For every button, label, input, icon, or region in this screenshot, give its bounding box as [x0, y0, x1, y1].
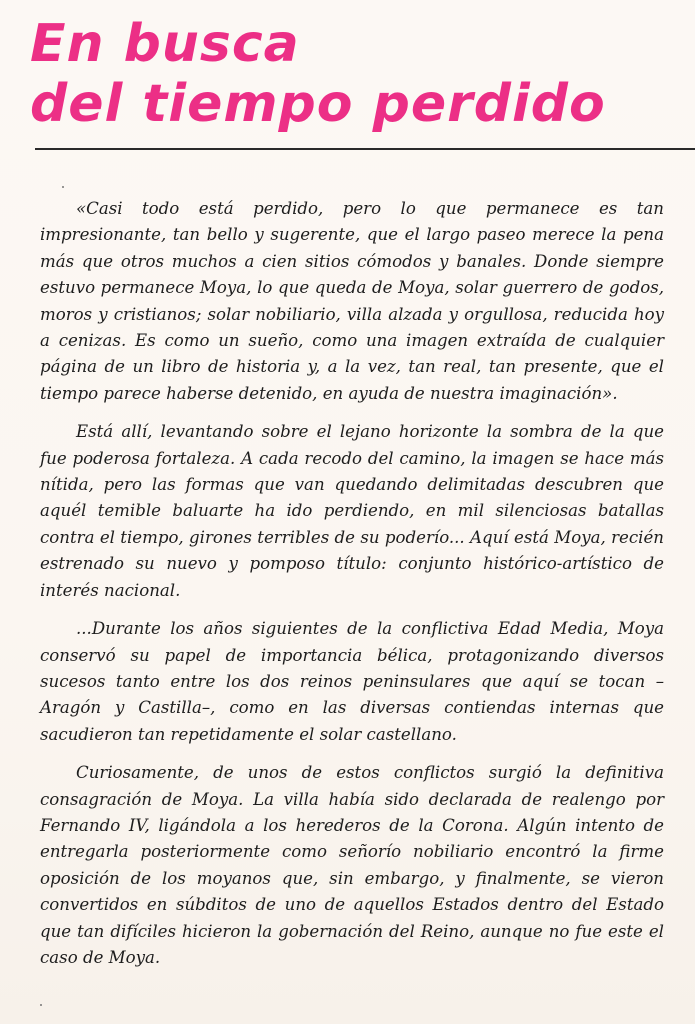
page-title — [30, 14, 680, 134]
paragraph-3: ...Durante los años siguientes de la conflictiva Edad Media, Moya conservó su papel de importancia bélica, protagonizando diversos sucesos tanto entre los dos reinos peninsulares que aquí se tocan –Aragón y Castilla–, como en las diversas contiendas internas que sacudieron tan repetidamente el solar castellano. — [40, 619, 664, 744]
paragraph-2: Está allí, levantando sobre el lejano horizonte la sombra de la que fue poderosa fortaleza. A cada recodo del camino, la imagen se hace más nítida, pero las formas que van quedando delimitadas descubren que aquél temible baluarte ha ido perdiendo, en mil silenciosas batallas contra el tiempo, girones terribles de su poderío... Aquí está Moya, recién estrenado su nuevo y pomposo título: conjunto histórico-artístico de interés nacional. — [40, 422, 664, 600]
title-divider — [35, 148, 695, 150]
print-speck — [40, 1004, 42, 1006]
article-body — [40, 196, 664, 983]
title-line-1: En busca — [30, 14, 300, 74]
paragraph-1: «Casi todo está perdido, pero lo que permanece es tan impresionante, tan bello y sugerente, que el largo paseo merece la pena más que otros muchos a cien sitios cómodos y banales. Donde siempre estuvo permanece Moya, lo que queda de Moya, solar guerrero de godos, moros y cristianos; solar nobiliario, villa alzada y orgullosa, reducida hoy a cenizas. Es como un sueño, como una imagen extraída de cualquier página de un libro de historia y, a la vez, tan real, tan presente, que el tiempo parece haberse detenido, en ayuda de nuestra imaginación». — [40, 199, 664, 403]
title-line-2: del tiempo perdido — [30, 74, 606, 134]
paragraph-4: Curiosamente, de unos de estos conflictos surgió la definitiva consagración de Moya. La villa había sido declarada de realengo por Fernando IV, ligándola a los herederos de la Corona. Algún intento de entregarla posteriormente como señorío nobiliario encontró la firme oposición de los moyanos que, sin embargo, y finalmente, se vieron convertidos en súbditos de uno de aquellos Estados dentro del Estado que tan difíciles hicieron la gobernación del Reino, aunque no fue este el caso de Moya. — [40, 763, 664, 967]
print-speck — [62, 186, 64, 188]
